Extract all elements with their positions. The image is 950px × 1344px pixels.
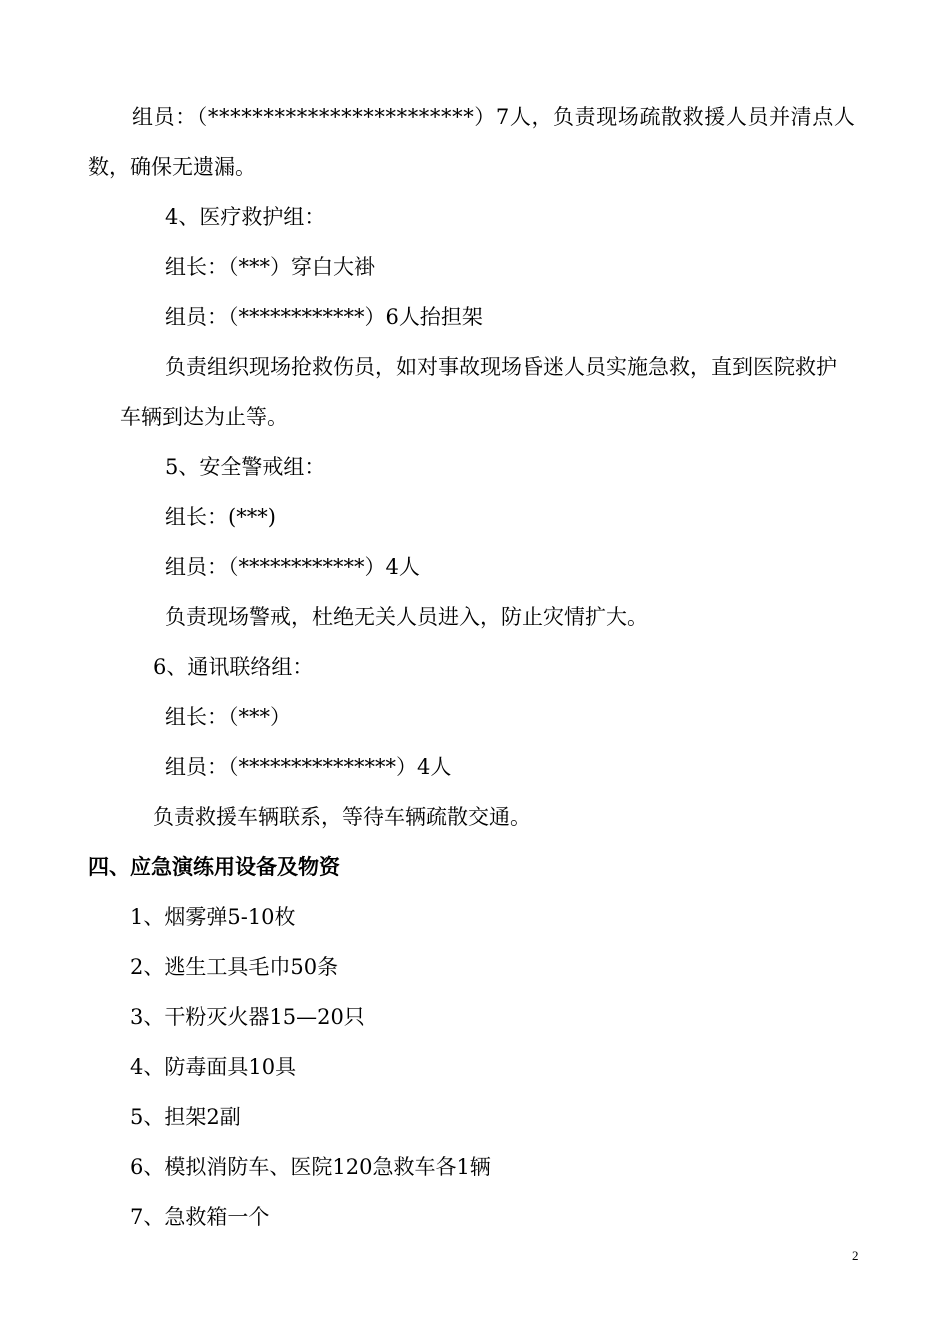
paragraph-line: 负责救援车辆联系，等待车辆疏散交通。: [153, 805, 531, 829]
list-item: 1、烟雾弹5-10枚: [130, 905, 296, 929]
section-heading: 四、应急演练用设备及物资: [88, 855, 340, 879]
list-item: 4、防毒面具10具: [130, 1055, 297, 1079]
paragraph-line: 负责组织现场抢救伤员，如对事故现场昏迷人员实施急救，直到医院救护: [165, 355, 837, 379]
paragraph-line: 负责现场警戒，杜绝无关人员进入，防止灾情扩大。: [165, 605, 648, 629]
list-item: 7、急救箱一个: [130, 1205, 270, 1229]
subsection-heading: 6、通讯联络组：: [153, 655, 314, 679]
list-item: 2、逃生工具毛巾50条: [130, 955, 339, 979]
page-number: 2: [852, 1248, 859, 1263]
list-item: 3、干粉灭火器15—20只: [130, 1005, 365, 1029]
paragraph-line: 组长：（***）: [165, 705, 291, 729]
paragraph-line: 组长：(***): [165, 505, 276, 529]
subsection-heading: 4、医疗救护组：: [165, 205, 326, 229]
paragraph-line: 组员：（************）6人抬担架: [165, 305, 483, 329]
list-item: 5、担架2副: [130, 1105, 241, 1129]
paragraph-line: 组员：（************************）7人，负责现场疏散救援人员并清点人: [132, 105, 856, 129]
list-item: 6、模拟消防车、医院120急救车各1辆: [130, 1155, 491, 1179]
paragraph-line: 车辆到达为止等。: [120, 405, 288, 429]
paragraph-line: 组员：（************）4人: [165, 555, 420, 579]
paragraph-line: 组长：（***）穿白大褂: [165, 255, 375, 279]
subsection-heading: 5、安全警戒组：: [165, 455, 326, 479]
paragraph-line: 数，确保无遗漏。: [88, 155, 256, 179]
paragraph-line: 组员：（***************）4人: [165, 755, 452, 779]
